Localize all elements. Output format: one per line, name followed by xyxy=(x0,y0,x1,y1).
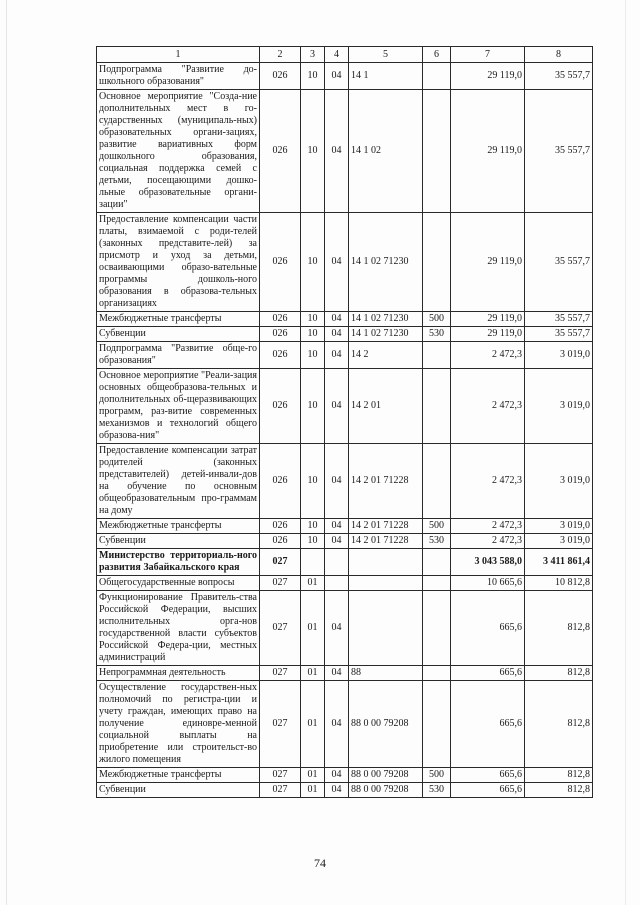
cell-amount-year-1: 3 043 588,0 xyxy=(451,549,525,576)
cell-section: 10 xyxy=(301,369,325,444)
cell-target-article: 14 2 01 71228 xyxy=(349,534,423,549)
cell-target-article: 88 xyxy=(349,666,423,681)
cell-target-article: 14 1 02 71230 xyxy=(349,312,423,327)
cell-name: Осуществление государствен-ных полномочий по регистра-ции и учету граждан, имеющих право на получение единовре-менной социальной выплаты на приобретение или строительст-во жилого помещения xyxy=(97,681,260,768)
cell-target-article: 14 1 02 71230 xyxy=(349,327,423,342)
cell-subsection: 04 xyxy=(325,681,349,768)
header-col-7: 7 xyxy=(451,47,525,63)
cell-amount-year-2: 35 557,7 xyxy=(525,63,593,90)
cell-name: Межбюджетные трансферты xyxy=(97,312,260,327)
page-number: 74 xyxy=(314,856,326,870)
cell-section: 10 xyxy=(301,342,325,369)
table-row xyxy=(97,681,593,768)
header-col-4: 4 xyxy=(325,47,349,63)
cell-admin-code: 027 xyxy=(260,549,301,576)
cell-section xyxy=(301,549,325,576)
cell-amount-year-1: 29 119,0 xyxy=(451,90,525,213)
cell-name: Непрограммная деятельность xyxy=(97,666,260,681)
cell-subsection: 04 xyxy=(325,783,349,798)
table-row xyxy=(97,783,593,798)
cell-expense-type xyxy=(423,549,451,576)
cell-subsection: 04 xyxy=(325,519,349,534)
cell-name: Основное мероприятие "Реали-зация основных общеобразова-тельных и дополнительных об-щеразвивающих программ, раз-витие современных механизмов и технологий общего образова-ния" xyxy=(97,369,260,444)
cell-amount-year-2: 3 019,0 xyxy=(525,444,593,519)
cell-expense-type: 530 xyxy=(423,327,451,342)
cell-name: Субвенции xyxy=(97,534,260,549)
cell-admin-code: 026 xyxy=(260,90,301,213)
cell-amount-year-1: 665,6 xyxy=(451,768,525,783)
table-row xyxy=(97,666,593,681)
cell-subsection: 04 xyxy=(325,312,349,327)
cell-amount-year-1: 2 472,3 xyxy=(451,534,525,549)
cell-amount-year-1: 2 472,3 xyxy=(451,369,525,444)
cell-section: 10 xyxy=(301,63,325,90)
cell-name: Предоставление компенсации части платы, взимаемой с роди-телей (законных представите-лей) за присмотр и уход за детьми, осваивающими образо-вательные программы дошколь-ного образования в образова-тельных организациях xyxy=(97,213,260,312)
cell-amount-year-1: 2 472,3 xyxy=(451,519,525,534)
cell-target-article: 14 2 01 71228 xyxy=(349,444,423,519)
cell-section: 10 xyxy=(301,213,325,312)
header-col-2: 2 xyxy=(260,47,301,63)
cell-subsection: 04 xyxy=(325,90,349,213)
cell-subsection: 04 xyxy=(325,63,349,90)
cell-amount-year-2: 3 019,0 xyxy=(525,519,593,534)
cell-subsection: 04 xyxy=(325,768,349,783)
cell-expense-type: 530 xyxy=(423,783,451,798)
cell-subsection xyxy=(325,549,349,576)
cell-amount-year-1: 665,6 xyxy=(451,783,525,798)
table-row xyxy=(97,549,593,576)
cell-expense-type xyxy=(423,90,451,213)
cell-amount-year-2: 35 557,7 xyxy=(525,312,593,327)
cell-amount-year-2: 3 411 861,4 xyxy=(525,549,593,576)
table-row xyxy=(97,591,593,666)
cell-admin-code: 026 xyxy=(260,312,301,327)
cell-amount-year-2: 812,8 xyxy=(525,768,593,783)
header-col-3: 3 xyxy=(301,47,325,63)
cell-expense-type: 500 xyxy=(423,768,451,783)
cell-amount-year-2: 3 019,0 xyxy=(525,534,593,549)
cell-target-article: 14 1 02 xyxy=(349,90,423,213)
cell-amount-year-1: 2 472,3 xyxy=(451,342,525,369)
header-col-6: 6 xyxy=(423,47,451,63)
cell-target-article: 88 0 00 79208 xyxy=(349,783,423,798)
cell-name: Функционирование Правитель-ства Российской Федерации, высших исполнительных орга-нов государственной власти субъектов Российской Федера-ции, местных администраций xyxy=(97,591,260,666)
cell-amount-year-1: 2 472,3 xyxy=(451,444,525,519)
cell-amount-year-2: 3 019,0 xyxy=(525,342,593,369)
header-row xyxy=(97,47,593,63)
cell-target-article: 14 2 01 xyxy=(349,369,423,444)
scan-edge-right xyxy=(625,0,626,905)
table-row xyxy=(97,519,593,534)
cell-amount-year-2: 812,8 xyxy=(525,666,593,681)
cell-amount-year-1: 665,6 xyxy=(451,591,525,666)
cell-amount-year-1: 10 665,6 xyxy=(451,576,525,591)
cell-section: 10 xyxy=(301,519,325,534)
header-col-8: 8 xyxy=(525,47,593,63)
table-row xyxy=(97,534,593,549)
cell-section: 10 xyxy=(301,444,325,519)
table-row xyxy=(97,63,593,90)
cell-section: 01 xyxy=(301,768,325,783)
cell-target-article xyxy=(349,549,423,576)
cell-amount-year-1: 29 119,0 xyxy=(451,213,525,312)
cell-expense-type xyxy=(423,369,451,444)
cell-name: Межбюджетные трансферты xyxy=(97,768,260,783)
table-row xyxy=(97,213,593,312)
cell-admin-code: 027 xyxy=(260,768,301,783)
table-body xyxy=(97,47,593,798)
cell-name: Межбюджетные трансферты xyxy=(97,519,260,534)
cell-subsection: 04 xyxy=(325,342,349,369)
cell-amount-year-1: 29 119,0 xyxy=(451,63,525,90)
cell-section: 01 xyxy=(301,576,325,591)
cell-name: Подпрограмма "Развитие до-школьного образования" xyxy=(97,63,260,90)
cell-expense-type xyxy=(423,666,451,681)
cell-amount-year-2: 35 557,7 xyxy=(525,90,593,213)
cell-admin-code: 026 xyxy=(260,534,301,549)
cell-name: Субвенции xyxy=(97,327,260,342)
cell-admin-code: 026 xyxy=(260,213,301,312)
cell-amount-year-2: 10 812,8 xyxy=(525,576,593,591)
cell-expense-type: 530 xyxy=(423,534,451,549)
cell-subsection: 04 xyxy=(325,213,349,312)
cell-section: 10 xyxy=(301,534,325,549)
cell-admin-code: 027 xyxy=(260,576,301,591)
cell-amount-year-2: 3 019,0 xyxy=(525,369,593,444)
cell-subsection: 04 xyxy=(325,327,349,342)
cell-amount-year-2: 35 557,7 xyxy=(525,213,593,312)
cell-target-article: 14 2 xyxy=(349,342,423,369)
cell-section: 10 xyxy=(301,327,325,342)
cell-section: 10 xyxy=(301,90,325,213)
cell-expense-type xyxy=(423,213,451,312)
cell-expense-type xyxy=(423,591,451,666)
cell-expense-type xyxy=(423,576,451,591)
cell-target-article xyxy=(349,576,423,591)
cell-subsection: 04 xyxy=(325,444,349,519)
cell-admin-code: 027 xyxy=(260,681,301,768)
cell-subsection: 04 xyxy=(325,369,349,444)
cell-target-article: 14 1 xyxy=(349,63,423,90)
cell-amount-year-1: 665,6 xyxy=(451,681,525,768)
cell-section: 01 xyxy=(301,681,325,768)
cell-target-article xyxy=(349,591,423,666)
cell-name: Общегосударственные вопросы xyxy=(97,576,260,591)
header-col-5: 5 xyxy=(349,47,423,63)
cell-amount-year-1: 665,6 xyxy=(451,666,525,681)
cell-subsection: 04 xyxy=(325,591,349,666)
cell-name: Предоставление компенсации затрат родителей (законных представителей) детей-инвали-дов на обучение по основным общеобразовательным про-граммам на дому xyxy=(97,444,260,519)
cell-target-article: 14 2 01 71228 xyxy=(349,519,423,534)
cell-name: Министерство территориаль-ного развития Забайкальского края xyxy=(97,549,260,576)
cell-amount-year-1: 29 119,0 xyxy=(451,312,525,327)
cell-amount-year-2: 812,8 xyxy=(525,681,593,768)
table-row xyxy=(97,369,593,444)
cell-section: 01 xyxy=(301,666,325,681)
cell-target-article: 88 0 00 79208 xyxy=(349,768,423,783)
cell-amount-year-1: 29 119,0 xyxy=(451,327,525,342)
table-row xyxy=(97,444,593,519)
table-row xyxy=(97,768,593,783)
scan-edge-left xyxy=(6,0,7,905)
cell-admin-code: 027 xyxy=(260,591,301,666)
cell-admin-code: 026 xyxy=(260,63,301,90)
cell-admin-code: 026 xyxy=(260,519,301,534)
cell-admin-code: 026 xyxy=(260,369,301,444)
table-row xyxy=(97,327,593,342)
table-row xyxy=(97,312,593,327)
table-row xyxy=(97,576,593,591)
cell-admin-code: 026 xyxy=(260,342,301,369)
header-col-1: 1 xyxy=(97,47,260,63)
cell-amount-year-2: 812,8 xyxy=(525,591,593,666)
table-row xyxy=(97,90,593,213)
cell-name: Подпрограмма "Развитие обще-го образования" xyxy=(97,342,260,369)
table-row xyxy=(97,342,593,369)
cell-amount-year-2: 35 557,7 xyxy=(525,327,593,342)
cell-name: Субвенции xyxy=(97,783,260,798)
cell-expense-type: 500 xyxy=(423,519,451,534)
cell-admin-code: 026 xyxy=(260,327,301,342)
cell-expense-type xyxy=(423,444,451,519)
cell-expense-type: 500 xyxy=(423,312,451,327)
cell-subsection: 04 xyxy=(325,666,349,681)
cell-admin-code: 027 xyxy=(260,666,301,681)
cell-name: Основное мероприятие "Созда-ние дополнительных мест в го-сударственных (муниципаль-ных) образовательных органи-зациях, развитие вариативных форм дошкольного образования, социальная поддержка семей с детьми, посещающими дошко-льные образовательные органи-зации" xyxy=(97,90,260,213)
cell-section: 10 xyxy=(301,312,325,327)
cell-subsection: 04 xyxy=(325,534,349,549)
cell-target-article: 14 1 02 71230 xyxy=(349,213,423,312)
cell-section: 01 xyxy=(301,591,325,666)
budget-table xyxy=(96,46,593,798)
cell-amount-year-2: 812,8 xyxy=(525,783,593,798)
cell-subsection xyxy=(325,576,349,591)
cell-section: 01 xyxy=(301,783,325,798)
cell-admin-code: 027 xyxy=(260,783,301,798)
cell-expense-type xyxy=(423,681,451,768)
cell-admin-code: 026 xyxy=(260,444,301,519)
cell-target-article: 88 0 00 79208 xyxy=(349,681,423,768)
cell-expense-type xyxy=(423,63,451,90)
cell-expense-type xyxy=(423,342,451,369)
